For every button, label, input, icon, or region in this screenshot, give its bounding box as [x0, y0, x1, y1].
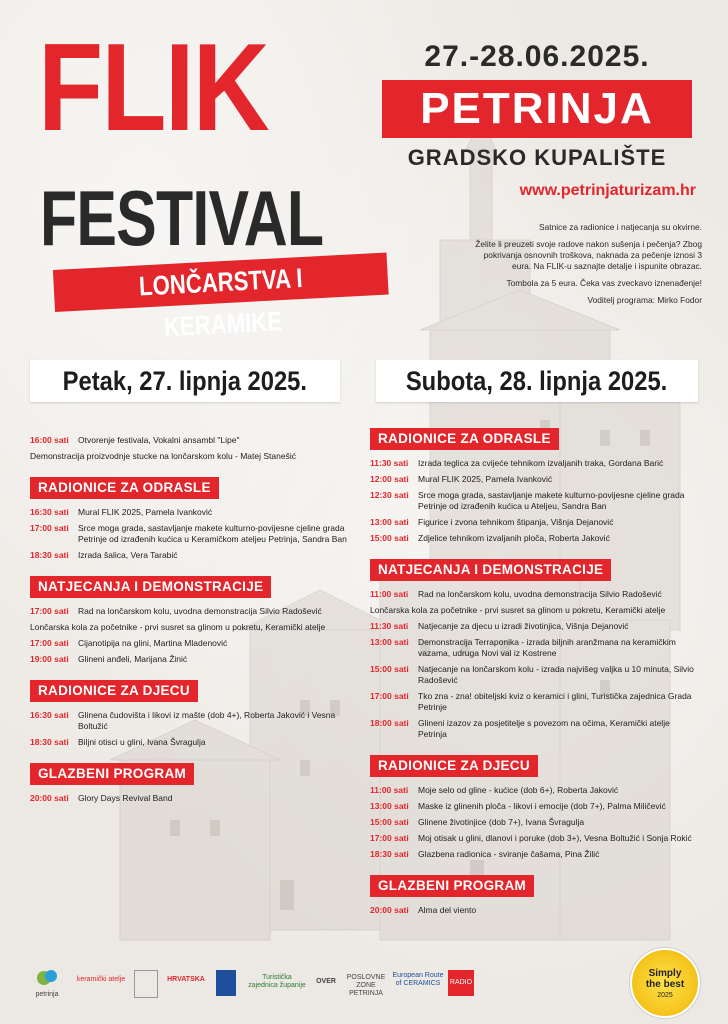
schedule-time: 18:30 sati: [30, 550, 69, 560]
saturday-schedule: [370, 418, 700, 921]
croatia-logo: HRVATSKA: [167, 976, 205, 983]
saturday-header: [376, 360, 698, 402]
schedule-item: [370, 458, 700, 469]
schedule-time: 17:00 sati: [30, 606, 69, 616]
schedule-time: 11:00 sati: [370, 785, 409, 795]
schedule-description: Izrada šalica, Vera Tarabić: [78, 550, 178, 560]
schedule-description: Natjecanje za djecu u izradi životinjica, Višnja Dejanović: [418, 621, 629, 631]
business-zone-logo: POSLOVNE ZONE PETRINJA: [346, 974, 386, 997]
schedule-time: 11:30 sati: [370, 621, 409, 631]
note-firing-fee: Želite li preuzeti svoje radove nakon sušenja i pečenja? Zbog pokrivanja osnovnih troškova, naknada za pečenje iznosi 3 eura. Na FLIK-u saznajte detalje i ispunite obrazac.: [475, 239, 702, 271]
schedule-description: Lončarska kola za početnike - prvi susret sa glinom u pokretu, Keramički atelje: [370, 605, 666, 615]
schedule-item: [370, 691, 700, 713]
schedule-description: Glinena čudovišta i likovi iz mašte (dob 4+), Roberta Jaković i Vesna Boltužić: [78, 710, 336, 731]
schedule-description: Maske iz glinenih ploča - likovi i emocije (dob 7+), Palma Miličević: [418, 801, 666, 811]
friday-header: [30, 360, 340, 402]
schedule-description: Izrada teglica za cvijeće tehnikom izvaljanih traka, Gordana Barić: [418, 458, 664, 468]
schedule-item: [370, 474, 700, 485]
schedule-time: 20:00 sati: [30, 793, 69, 803]
saturday-title: Subota, 28. lipnja 2025.: [406, 366, 668, 396]
schedule-item: [370, 905, 700, 916]
schedule-description: Moj otisak u glini, dlanovi i poruke (dob 3+), Vesna Boltužić i Sonja Rokić: [418, 833, 692, 843]
schedule-item: [370, 785, 700, 796]
schedule-time: 20:00 sati: [370, 905, 409, 915]
schedule-item: [30, 710, 356, 732]
schedule-description: Otvorenje festivala, Vokalni ansambl "Lipe": [78, 435, 240, 445]
friday-schedule: [30, 435, 356, 809]
schedule-item: [30, 435, 356, 446]
schedule-item: [370, 517, 700, 528]
event-date: 27.-28.06.2025.: [424, 40, 650, 73]
section-heading: RADIONICE ZA DJECU: [370, 755, 538, 777]
simply-the-best-badge: [630, 948, 700, 1018]
friday-title: Petak, 27. lipnja 2025.: [62, 366, 308, 396]
schedule-item: [30, 606, 356, 617]
schedule-time: 12:30 sati: [370, 490, 409, 500]
schedule-description: Glinene životinjice (dob 7+), Ivana Švragulja: [418, 817, 585, 827]
section-heading: RADIONICE ZA ODRASLE: [370, 428, 559, 450]
schedule-time: 13:00 sati: [370, 801, 409, 811]
section-heading: RADIONICE ZA DJECU: [30, 680, 198, 702]
schedule-description: Moje selo od gline - kućice (dob 6+), Roberta Jaković: [418, 785, 619, 795]
ministry-icon: [216, 970, 236, 996]
schedule-description: Tko zna - zna! obiteljski kviz o keramici i glini, Turistička zajednica Grada Petrinje: [418, 691, 692, 712]
radio-logo: RADIO: [448, 970, 474, 996]
schedule-item: [370, 605, 700, 616]
schedule-description: Srce moga grada, sastavljanje makete kulturno-povijesne cjeline grada Petrinje od izrađenih kućica u Keramičkom ateljeu Petrinja, Sandra Ban: [78, 523, 347, 544]
atelje-logo: keramički atelje: [76, 976, 126, 983]
over-logo: OVER: [316, 978, 336, 985]
schedule-description: Glineni izazov za posjetitelje s povezom na očima, Keramički atelje Petrinja: [418, 718, 670, 739]
schedule-time: 17:00 sati: [30, 638, 69, 648]
festival-logo-flik: FLIK: [38, 19, 269, 157]
schedule-item: [370, 849, 700, 860]
schedule-description: Natjecanje na lončarskom kolu - izrada najvišeg valjka u 10 minuta, Silvio Radošević: [418, 664, 694, 685]
petrinja-logo: petrinja: [30, 968, 64, 999]
schedule-time: 18:00 sati: [370, 718, 409, 728]
schedule-time: 12:00 sati: [370, 474, 409, 484]
schedule-description: Demonstracija proizvodnje stucke na lončarskom kolu - Matej Stanešić: [30, 451, 296, 461]
schedule-time: 16:30 sati: [30, 507, 69, 517]
schedule-time: 15:00 sati: [370, 817, 409, 827]
section-heading: GLAZBENI PROGRAM: [370, 875, 534, 897]
section-heading: NATJECANJA I DEMONSTRACIJE: [30, 576, 271, 598]
badge-year: 2025: [657, 992, 673, 999]
schedule-time: 17:00 sati: [370, 833, 409, 843]
petrinja-leaf-icon: [36, 968, 58, 988]
schedule-item: [30, 638, 356, 649]
schedule-item: [370, 621, 700, 632]
schedule-item: [370, 637, 700, 659]
schedule-item: [30, 507, 356, 518]
coat-of-arms-icon: [134, 970, 158, 998]
event-venue: GRADSKO KUPALIŠTE: [407, 145, 667, 170]
schedule-description: Cijanotipija na glini, Martina Mladenović: [78, 638, 228, 648]
note-host: Voditelj programa: Mirko Fodor: [587, 295, 702, 305]
schedule-item: [30, 737, 356, 748]
section-heading: RADIONICE ZA ODRASLE: [30, 477, 219, 499]
schedule-item: [370, 718, 700, 740]
schedule-time: 16:00 sati: [30, 435, 69, 445]
schedule-item: [370, 490, 700, 512]
ceramics-route-logo: European Route of CERAMICS: [392, 972, 444, 987]
schedule-description: Mural FLIK 2025, Pamela Ivanković: [418, 474, 553, 484]
schedule-description: Demonstracija Terraponika - izrada biljnih aranžmana na keramičkim vazama, udruga Novi val iz Kostrene: [418, 637, 676, 658]
schedule-item: [370, 589, 700, 600]
schedule-item: [30, 622, 356, 633]
section-heading: GLAZBENI PROGRAM: [30, 763, 194, 785]
section-heading: NATJECANJA I DEMONSTRACIJE: [370, 559, 611, 581]
schedule-time: 15:00 sati: [370, 533, 409, 543]
schedule-time: 13:00 sati: [370, 637, 409, 647]
festival-subtitle: LONČARSTVA I KERAMIKE: [138, 262, 304, 343]
tz-county-logo: Turistička zajednica županije: [248, 974, 306, 989]
schedule-description: Figurice i zvona tehnikom štipanja, Višnja Dejanović: [418, 517, 614, 527]
schedule-item: [370, 664, 700, 686]
schedule-time: 11:00 sati: [370, 589, 409, 599]
badge-line2: the best: [645, 979, 685, 990]
schedule-description: Rad na lončarskom kolu, uvodna demonstracija Silvio Radošević: [78, 606, 322, 616]
schedule-time: 18:30 sati: [370, 849, 409, 859]
schedule-description: Mural FLIK 2025, Pamela Ivanković: [78, 507, 213, 517]
schedule-time: 17:00 sati: [30, 523, 69, 533]
website-link[interactable]: www.petrinjaturizam.hr: [519, 182, 696, 199]
schedule-item: [370, 533, 700, 544]
schedule-time: 15:00 sati: [370, 664, 409, 674]
schedule-description: Glazbena radionica - sviranje čašama, Pina Žilić: [418, 849, 600, 859]
schedule-item: [30, 451, 356, 462]
info-notes: [470, 222, 702, 312]
note-schedule: Satnice za radionice i natjecanja su okvirne.: [539, 222, 702, 232]
schedule-item: [30, 793, 356, 804]
event-city: PETRINJA: [382, 80, 692, 138]
schedule-item: [30, 550, 356, 561]
schedule-time: 17:00 sati: [370, 691, 409, 701]
schedule-description: Biljni otisci u glini, Ivana Švragulja: [78, 737, 206, 747]
schedule-description: Lončarska kola za početnike - prvi susret sa glinom u pokretu, Keramički atelje: [30, 622, 326, 632]
schedule-item: [370, 801, 700, 812]
schedule-description: Glineni anđeli, Marijana Žinić: [78, 654, 188, 664]
note-tombola: Tombola za 5 eura. Čeka vas zveckavo iznenađenje!: [506, 278, 702, 288]
schedule-description: Rad na lončarskom kolu, uvodna demonstracija Silvio Radošević: [418, 589, 662, 599]
schedule-time: 16:30 sati: [30, 710, 69, 720]
schedule-time: 11:30 sati: [370, 458, 409, 468]
schedule-item: [30, 523, 356, 545]
schedule-description: Glory Days Revival Band: [78, 793, 173, 803]
schedule-description: Alma del viento: [418, 905, 477, 915]
schedule-description: Zdjelice tehnikom izvaljanih ploča, Roberta Jaković: [418, 533, 610, 543]
schedule-item: [370, 817, 700, 828]
schedule-time: 18:30 sati: [30, 737, 69, 747]
schedule-item: [370, 833, 700, 844]
schedule-description: Srce moga grada, sastavljanje makete kulturno-povijesne cjeline grada Petrinje od izrađenih kućica u Ateljeu, Sandra Ban: [418, 490, 685, 511]
schedule-time: 13:00 sati: [370, 517, 409, 527]
sponsor-logos: [30, 968, 480, 1008]
festival-logo-word: FESTIVAL: [40, 174, 324, 262]
schedule-item: [30, 654, 356, 665]
schedule-time: 19:00 sati: [30, 654, 69, 664]
badge-line1: Simply: [648, 968, 682, 979]
